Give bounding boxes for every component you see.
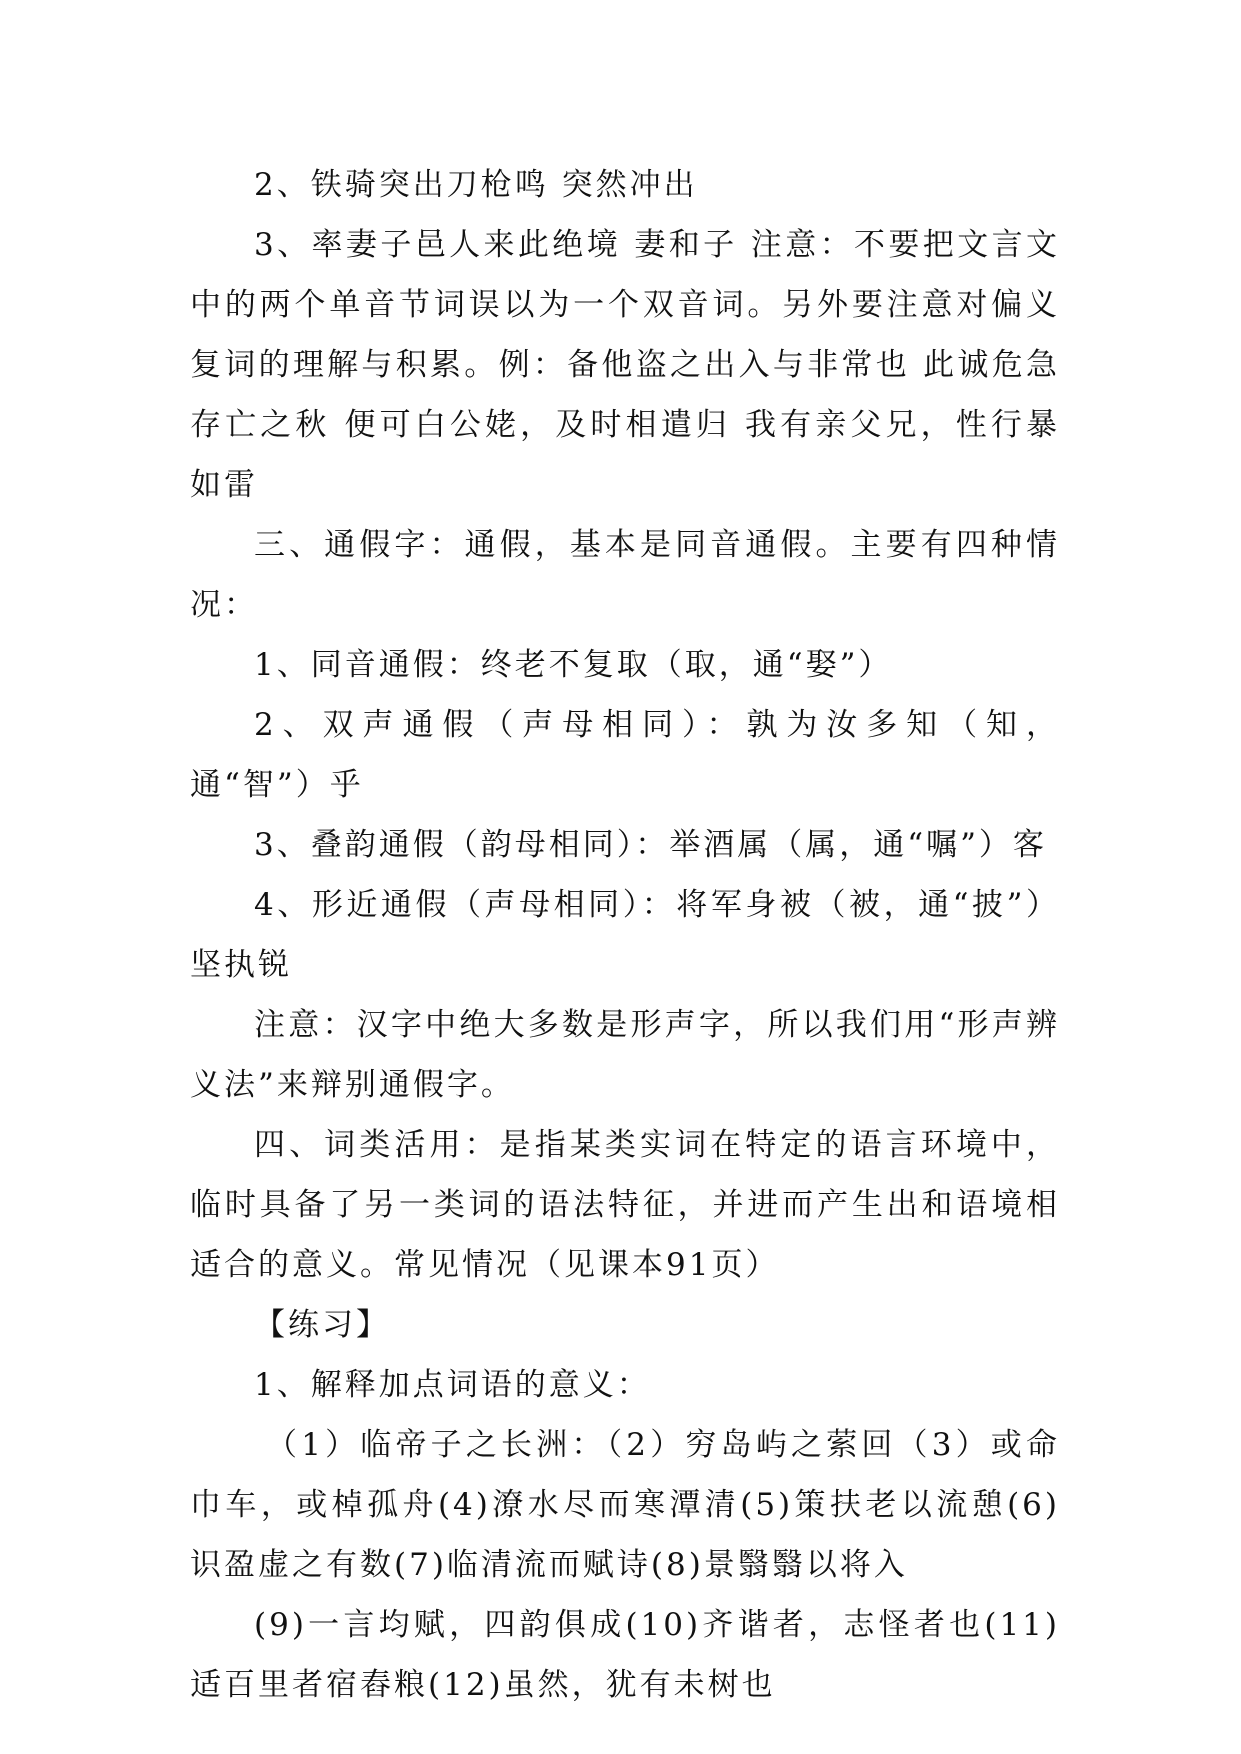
- paragraph-example-qizi-note: 3、率妻子邑人来此绝境 妻和子 注意：不要把文言文中的两个单音节词误以为一个双音词。另外要注意对偏义复词的理解与积累。例：备他盗之出入与非常也 此诚危急存亡之秋 便可白公姥，及时相遣归 我有亲父兄，性行暴如雷: [190, 227, 1060, 503]
- paragraph-shuangsheng-tongjia: 2、双声通假（声母相同）：孰为汝多知（知，通“智”）乎: [190, 707, 1060, 803]
- paragraph-exercise-items-1-8: （1）临帝子之长洲：（2）穷岛屿之萦回（3）或命巾车，或棹孤舟(4)潦水尽而寒潭清(5)策扶老以流憩(6)识盈虚之有数(7)临清流而赋诗(8)景翳翳以将入: [190, 1427, 1060, 1583]
- document-body: [190, 155, 1060, 1715]
- paragraph-example-tieqi: 2、铁骑突出刀枪鸣 突然冲出: [254, 167, 698, 203]
- paragraph-note-xingsheng: 注意：汉字中绝大多数是形声字，所以我们用“形声辨义法”来辩别通假字。: [190, 1007, 1060, 1103]
- paragraph-xingjin-tongjia: 4、形近通假（声母相同）：将军身被（被，通“披”）坚执锐: [190, 887, 1060, 983]
- paragraph-section-cileihuoyong: 四、词类活用：是指某类实词在特定的语言环境中，临时具备了另一类词的语法特征，并进而产生出和语境相适合的意义。常见情况（见课本91页）: [190, 1127, 1060, 1283]
- paragraph-dieyun-tongjia: 3、叠韵通假（韵母相同）：举酒属（属，通“嘱”）客: [254, 827, 1047, 863]
- paragraph-section-tongjiazi: 三、通假字：通假，基本是同音通假。主要有四种情况：: [190, 527, 1060, 623]
- heading-practice: 【练习】: [254, 1307, 390, 1343]
- paragraph-tongyin-tongjia: 1、同音通假：终老不复取（取，通“娶”）: [254, 647, 893, 683]
- paragraph-exercise-items-9-12: (9)一言均赋，四韵俱成(10)齐谐者，志怪者也(11)适百里者宿舂粮(12)虽然，犹有未树也: [190, 1607, 1060, 1703]
- paragraph-exercise-1: 1、解释加点词语的意义：: [254, 1367, 651, 1403]
